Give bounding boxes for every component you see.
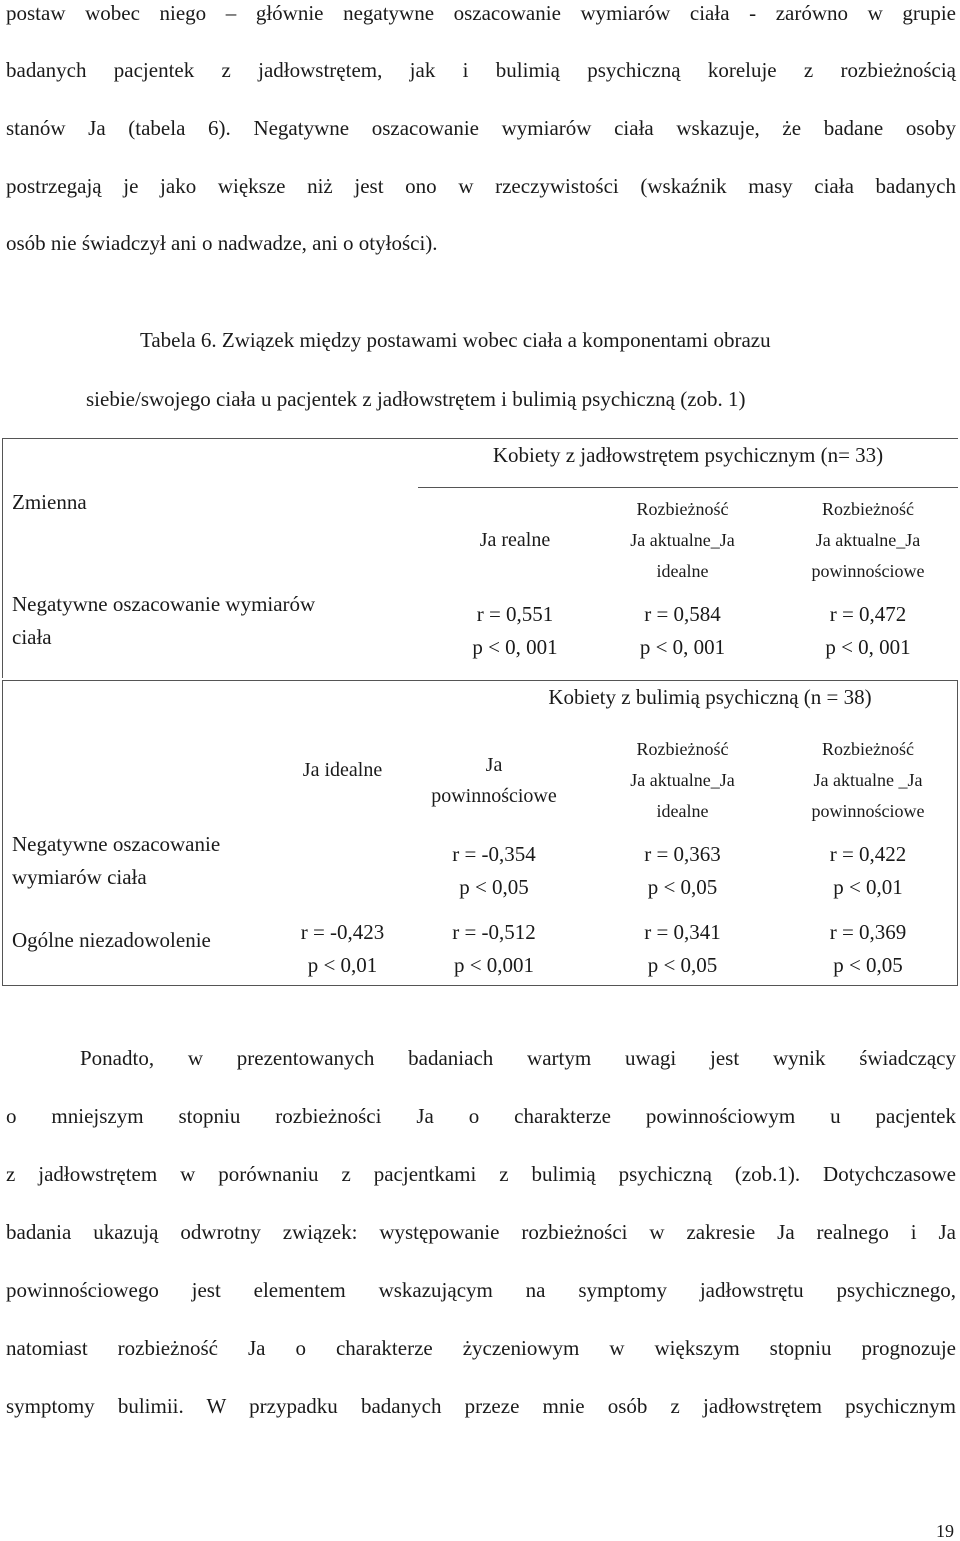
s2-col3-line-1: Rozbieżność xyxy=(636,739,729,759)
s2-col4-line-2: Ja aktualne _Ja xyxy=(813,770,923,790)
section-1-group-title: Kobiety z jadłowstrętem psychicznym (n= 33) xyxy=(492,443,884,467)
bottom-paragraph-line-3: z jadłowstrętem w porównaniu z pacjentkami z bulimią psychiczną (zob.1). Dotychczasowe xyxy=(6,1162,956,1186)
s2-col3-line-2: Ja aktualne_Ja xyxy=(630,770,735,790)
top-paragraph-line-1: postaw wobec niego – głównie negatywne oszacowanie wymiarów ciała - zarówno w grupie xyxy=(6,1,956,25)
s1-col2-line-2: Ja aktualne_Ja xyxy=(630,530,735,550)
s2-col4-line-3: powinnościowe xyxy=(811,801,925,821)
bottom-paragraph-line-6: natomiast rozbieżność Ja o charakterze życzeniowym w większym stopniu prognozuje xyxy=(6,1336,956,1360)
s1-value-3-r: r = 0,472 xyxy=(829,602,907,626)
s2-r2-value-2-r: r = -0,512 xyxy=(452,920,536,944)
s2-row1-label-line-1: Negatywne oszacowanie xyxy=(12,832,221,856)
top-paragraph-line-4: postrzegają je jako większe niż jest ono w rzeczywistości (wskaźnik masy ciała badanych xyxy=(6,174,956,198)
s1-value-2-r: r = 0,584 xyxy=(644,602,721,626)
group-header-underline xyxy=(418,487,958,488)
s1-col3-line-2: Ja aktualne_Ja xyxy=(815,530,921,550)
top-paragraph-line-3: stanów Ja (tabela 6). Negatywne oszacowanie wymiarów ciała wskazuje, że badane osoby xyxy=(6,116,956,140)
s2-r2-value-1-p: p < 0,01 xyxy=(307,953,378,977)
table-caption-line-1: Tabela 6. Związek między postawami wobec ciała a komponentami obrazu xyxy=(140,328,771,352)
section-2-group-title: Kobiety z bulimią psychiczną (n = 38) xyxy=(548,685,872,709)
s2-r2-value-4-p: p < 0,05 xyxy=(833,953,903,977)
s1-row-label-line-2: ciała xyxy=(12,625,52,649)
s2-col-ja-idealne: Ja idealne xyxy=(302,759,383,781)
bottom-paragraph-line-4: badania ukazują odwrotny związek: występowanie rozbieżności w zakresie Ja realnego i Ja xyxy=(6,1220,956,1244)
s1-col-ja-realne: Ja realne xyxy=(479,529,551,551)
s1-col3-line-3: powinnościowe xyxy=(811,561,925,581)
section-divider xyxy=(2,680,958,681)
bottom-paragraph-line-7: symptomy bulimii. W przypadku badanych przeze mnie osób z jadłowstrętem psychicznym xyxy=(6,1394,956,1418)
s1-col2-line-3: idealne xyxy=(656,561,709,581)
s2-r1-value-1-p: p < 0,05 xyxy=(459,875,529,899)
s2-r1-value-1-r: r = -0,354 xyxy=(452,842,536,866)
s2-r2-value-1-r: r = -0,423 xyxy=(300,920,385,944)
s2-r2-value-3-r: r = 0,341 xyxy=(644,920,721,944)
s1-value-1-r: r = 0,551 xyxy=(476,602,554,626)
bottom-paragraph-line-2: o mniejszym stopniu rozbieżności Ja o charakterze powinnościowym u pacjentek xyxy=(6,1104,956,1128)
s2-r2-value-3-p: p < 0,05 xyxy=(647,953,718,977)
top-paragraph-line-2: badanych pacjentek z jadłowstrętem, jak i bulimią psychiczną koreluje z rozbieżnością xyxy=(6,58,956,82)
s2-col2-line-2: powinnościowe xyxy=(431,785,557,807)
s2-r1-value-2-r: r = 0,363 xyxy=(644,842,721,866)
table-left-border-section-2 xyxy=(2,680,3,985)
variable-header: Zmienna xyxy=(12,490,87,514)
s2-row1-label-line-2: wymiarów ciała xyxy=(12,865,147,889)
s2-col4-line-1: Rozbieżność xyxy=(822,739,914,759)
table-bottom-border xyxy=(2,985,958,986)
s2-r2-value-2-p: p < 0,001 xyxy=(453,953,535,977)
table-caption-line-2: siebie/swojego ciała u pacjentek z jadłowstrętem i bulimią psychiczną (zob. 1) xyxy=(86,387,746,411)
s2-r1-value-3-p: p < 0,01 xyxy=(833,875,903,899)
bottom-paragraph-line-1: Ponadto, w prezentowanych badaniach wartym uwagi jest wynik świadczący xyxy=(80,1046,956,1070)
s2-row2-label: Ogólne niezadowolenie xyxy=(12,928,211,952)
s2-r1-value-3-r: r = 0,422 xyxy=(829,842,907,866)
page-number: 19 xyxy=(936,1521,954,1541)
s2-r1-value-2-p: p < 0,05 xyxy=(647,875,718,899)
s2-r2-value-4-r: r = 0,369 xyxy=(829,920,907,944)
s1-value-2-p: p < 0, 001 xyxy=(639,635,726,659)
top-paragraph-line-5: osób nie świadczył ani o nadwadze, ani o otyłości). xyxy=(6,231,438,255)
table-top-border xyxy=(2,438,958,439)
s1-col3-line-1: Rozbieżność xyxy=(822,499,914,519)
s1-col2-line-1: Rozbieżność xyxy=(636,499,729,519)
s1-value-1-p: p < 0, 001 xyxy=(472,635,558,659)
bottom-paragraph-line-5: powinnościowego jest elementem wskazującym na symptomy jadłowstrętu psychicznego, xyxy=(6,1278,956,1302)
table-left-border-section-1 xyxy=(2,438,3,678)
s1-value-3-p: p < 0, 001 xyxy=(825,635,911,659)
s2-col3-line-3: idealne xyxy=(656,801,709,821)
s2-col2-line-1: Ja xyxy=(485,754,503,776)
s1-row-label-line-1: Negatywne oszacowanie wymiarów xyxy=(12,592,316,616)
